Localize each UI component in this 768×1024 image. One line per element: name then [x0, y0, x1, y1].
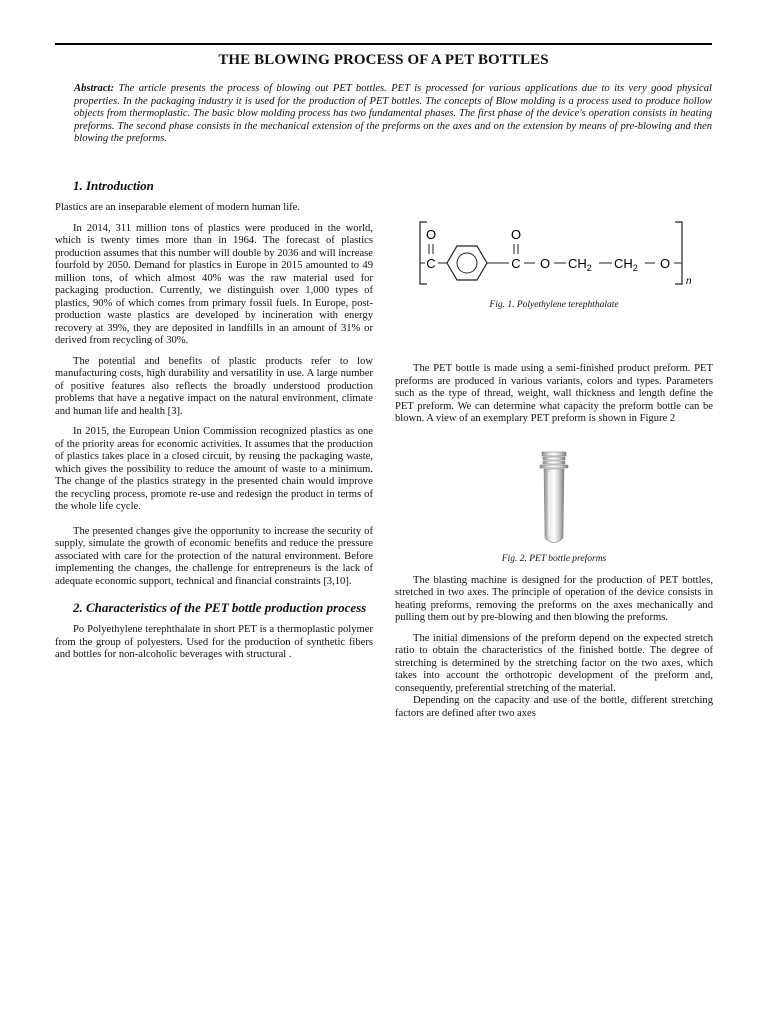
intro-paragraph-3: The potential and benefits of plastic products refer to low manufacturing costs, high durability and versatility in use. A large number of positive features also reflects the broadly understood production problems that have a negative impact on the natural environment, climate and human life and health [3].	[55, 355, 373, 417]
right-paragraph-4: Depending on the capacity and use of the bottle, different stretching factors are defined after two axes	[395, 695, 713, 719]
section-heading-characteristics: 2. Characteristics of the PET bottle production process	[73, 600, 367, 615]
section-heading-introduction: 1. Introduction	[73, 178, 154, 193]
right-paragraph-3: The initial dimensions of the preform depend on the expected stretch ratio to obtain the characteristics of the finished bottle. The degree of stretching is determined by the stretching factor on the two axes, which takes into account the orthotropic development of the preform and, consequently, preferential stretching of the material.	[395, 632, 713, 694]
top-rule	[55, 43, 712, 45]
intro-paragraph-1: Plastics are an inseparable element of modern human life.	[55, 202, 301, 213]
formula-carbon-1: C	[426, 256, 436, 271]
figure-2-caption: Fig. 2. PET bottle preforms	[501, 553, 607, 564]
paper-title: THE BLOWING PROCESS OF A PET BOTTLES	[218, 52, 549, 68]
right-paragraph-1: The PET bottle is made using a semi-finished product preform. PET preforms are produced in various variants, colors and types. Parameters such as the type of thread, weight, wall thickness and length define the PET preform. We can determine what capacity the preform bottle can be blown. A view of an exemplary PET preform is shown in Figure 2	[395, 363, 713, 424]
intro-paragraph-5: The presented changes give the opportunity to increase the security of supply, simulate the growth of economic benefits and reduce the pressure associated with care for the protection of the natural environment. Before implementing the changes, the challenge for entrepreneurs is the lack of adequate economic support, technical and financial constraints [3,10].	[55, 525, 373, 587]
benzene-ring	[447, 246, 487, 280]
abstract-label: Abstract:	[74, 83, 115, 94]
formula-subscript-n: n	[686, 276, 692, 287]
formula-oxygen-chain-2: O	[659, 256, 671, 271]
formula-oxygen-top-2: O	[510, 227, 522, 242]
left-column	[55, 178, 373, 662]
formula-ch2-2: $CH_2$	[614, 256, 638, 273]
right-column	[395, 214, 713, 720]
formula-carbon-2: C	[511, 256, 521, 271]
formula-oxygen-chain-1: O	[539, 256, 551, 271]
right-paragraph-2: The blasting machine is designed for the production of PET bottles, stretched in two axes. The principle of operation of the device consists in heating preforms, removing the preforms on the axes mechanically and pulling them out by pre-blowing and then blowing the preforms.	[395, 574, 713, 623]
abstract	[74, 83, 712, 146]
pet-preform-image	[534, 450, 574, 548]
characteristics-paragraph-1: Po Polyethylene terephthalate in short PET is a thermoplastic polymer from the group of polyesters. Used for the production of synthetic fibers and bottles for non-alcoholic beverages with structural .	[55, 624, 373, 660]
intro-paragraph-4: In 2015, the European Union Commission recognized plastics as one of the priority areas for economic activities. It assumes that the production of plastics takes place in a closed circuit, by reusing the packaging waste, which gives the possibility to reduce the amount of waste to a minimum. The change of the plastics strategy in the presented chain would improve the recycling process, promote re-use and redesign the product in terms of the whole life cycle.	[55, 426, 373, 512]
figure-1	[395, 214, 713, 311]
formula-oxygen-top-1: O	[425, 227, 437, 242]
formula-ch2-1: $CH_2$	[568, 256, 592, 273]
figure-2	[395, 450, 713, 565]
intro-paragraph-2: In 2014, 311 million tons of plastics were produced in the world, which is twenty times more than in 1964. The forecast of plastics production assumes that this number will double by 2036 and will increase fourfold by 2050. Demand for plastics in Europe in 2015 amounted to 49 million tons, of which almost 40% was the raw material used for packaging production. Currently, we distinguish over 1,000 types of plastics, 90% of which comes from primary fossil fuels. In Europe, post-production waste plastics are developed by incineration with energy recovery at 39%, they are deposited in landfills in an amount of 31% or derived from recycling of 30%.	[55, 222, 373, 346]
abstract-text: The article presents the process of blowing out PET bottles. PET is processed for various applications due to its very good physical properties. In the packaging industry it is used for the production of PET bottles. The concepts of Blow molding is a process used to produce hollow objects from thermoplastic. The basic blow molding process has two fundamental phases. The first phase of the device's operation consists in heating preforms. The second phase consists in the mechanical extension of the preforms on the axes and on the extension by means of pre-blowing and then blowing the preforms.	[74, 83, 712, 145]
figure-1-caption: Fig. 1. Polyethylene terephthalate	[489, 300, 619, 310]
pet-structural-formula	[395, 214, 713, 294]
